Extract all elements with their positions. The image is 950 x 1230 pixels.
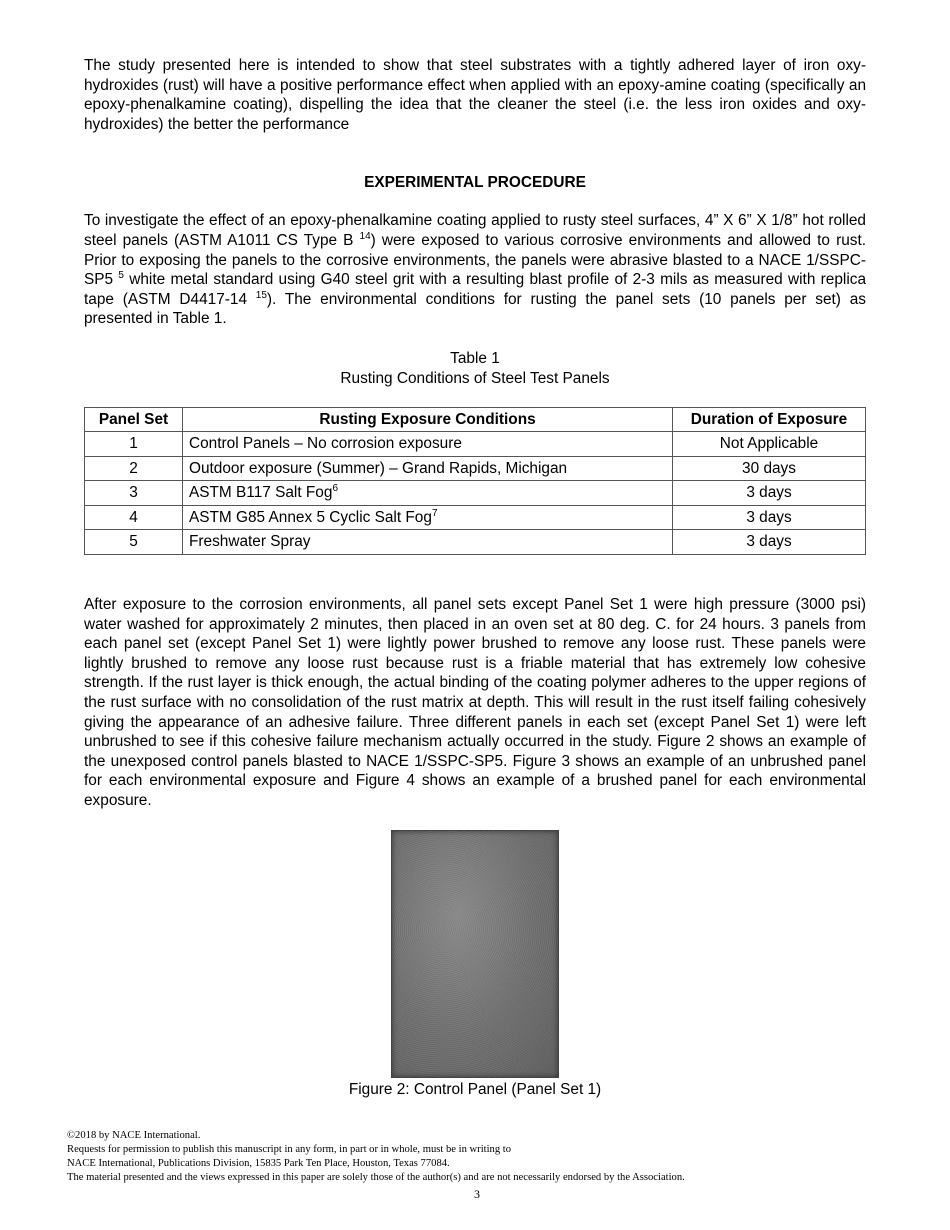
reference-5: 5 xyxy=(118,270,124,282)
table-caption xyxy=(84,349,866,389)
reference-14: 14 xyxy=(359,230,371,242)
table-header-row xyxy=(85,407,866,432)
footer-permission: Requests for permission to publish this manuscript in any form, in part or in whole, must be in writing to xyxy=(67,1144,512,1155)
cell-panel-set: 1 xyxy=(85,432,183,457)
cell-duration: 3 days xyxy=(673,505,866,530)
table-row xyxy=(85,432,866,457)
cell-panel-set: 3 xyxy=(85,481,183,506)
cell-panel-set: 5 xyxy=(85,530,183,555)
cell-condition: ASTM G85 Annex 5 Cyclic Salt Fog$^7$ xyxy=(183,505,673,530)
cell-panel-set: 4 xyxy=(85,505,183,530)
header-duration: Duration of Exposure xyxy=(673,407,866,432)
figure-2 xyxy=(84,830,866,1099)
cell-duration: 30 days xyxy=(673,456,866,481)
footer-copyright: ©2018 by NACE International. xyxy=(67,1130,201,1141)
table-number: Table 1 xyxy=(450,349,500,367)
rusting-conditions-table xyxy=(84,407,866,555)
table-row xyxy=(85,505,866,530)
table-row xyxy=(85,456,866,481)
cell-duration: 3 days xyxy=(673,530,866,555)
page-footer xyxy=(67,1129,887,1201)
reference-6: 6 xyxy=(332,483,338,495)
cell-condition: Freshwater Spray xyxy=(183,530,673,555)
page-number: 3 xyxy=(474,1187,480,1201)
page-body xyxy=(84,56,866,1099)
footer-address: NACE International, Publications Division, 15835 Park Ten Place, Houston, Texas 77084. xyxy=(67,1158,450,1169)
reference-7: 7 xyxy=(431,507,438,519)
reference-15: 15 xyxy=(255,289,267,301)
control-panel-photo xyxy=(391,830,559,1078)
cell-duration: 3 days xyxy=(673,481,866,506)
exposure-paragraph: After exposure to the corrosion environments, all panel sets except Panel Set 1 were high pressure (3000 psi) water washed for approximately 2 minutes, then placed in an oven set at 80 deg. C. for 24 hours. 3 panels from each panel set (except Panel Set 1) were lightly power brushed to remove any loose rust. These panels were lightly brushed to remove any loose rust because rust is a friable material that has extremely low cohesive strength. If the rust layer is thick enough, the actual binding of the coating polymer adheres to the upper regions of the rust surface with no consolidation of the rust matrix at depth. This will result in the rust itself failing cohesively giving the appearance of an adhesive failure. Three different panels in each set (except Panel Set 1) were left unbrushed to see if this cohesive failure mechanism actually occurred in the study. Figure 2 shows an example of the unexposed control panels blasted to NACE 1/SSPC-SP5. Figure 3 shows an example of an unbrushed panel for each environmental exposure and Figure 4 shows an example of a brushed panel for each environmental exposure. xyxy=(84,595,866,809)
intro-paragraph: The study presented here is intended to show that steel substrates with a tightly adhered layer of iron oxy-hydroxides (rust) will have a positive performance effect when applied with an epoxy-amine coating (specifically an epoxy-phenalkamine coating), dispelling the idea that the cleaner the steel (i.e. the less iron oxides and oxy-hydroxides) the better the performance xyxy=(84,57,866,133)
header-conditions: Rusting Exposure Conditions xyxy=(183,407,673,432)
figure-caption: Figure 2: Control Panel (Panel Set 1) xyxy=(348,1081,602,1099)
table-row xyxy=(85,530,866,555)
cell-panel-set: 2 xyxy=(85,456,183,481)
footer-disclaimer: The material presented and the views expressed in this paper are solely those of the author(s) and are not necessarily endorsed by the Association. xyxy=(67,1172,685,1183)
cell-condition: ASTM B117 Salt Fog$^6$ xyxy=(183,481,673,506)
cell-duration: Not Applicable xyxy=(673,432,866,457)
section-heading: EXPERIMENTAL PROCEDURE xyxy=(364,174,586,192)
cell-condition: Outdoor exposure (Summer) – Grand Rapids, Michigan xyxy=(183,456,673,481)
table-row xyxy=(85,481,866,506)
header-panel-set: Panel Set xyxy=(85,407,183,432)
table-title: Rusting Conditions of Steel Test Panels xyxy=(340,369,610,387)
procedure-paragraph: To investigate the effect of an epoxy-phenalkamine coating applied to rusty steel surfaces, 4” X 6” X 1/8” hot rolled steel panels (ASTM A1011 CS Type B $^{14}$) were exposed to various corrosive environments and allowed to rust. Prior to exposing the panels to the corrosive environments, the panels were abrasive blasted to a NACE 1/SSPC-SP5 $^5$ white metal standard using G40 steel grit with a resulting blast profile of 2-3 mils as measured with replica tape (ASTM D4417-14 $^{15}$). The environmental conditions for rusting the panel sets (10 panels per set) as presented in Table 1. xyxy=(84,212,867,328)
cell-condition: Control Panels – No corrosion exposure xyxy=(183,432,673,457)
